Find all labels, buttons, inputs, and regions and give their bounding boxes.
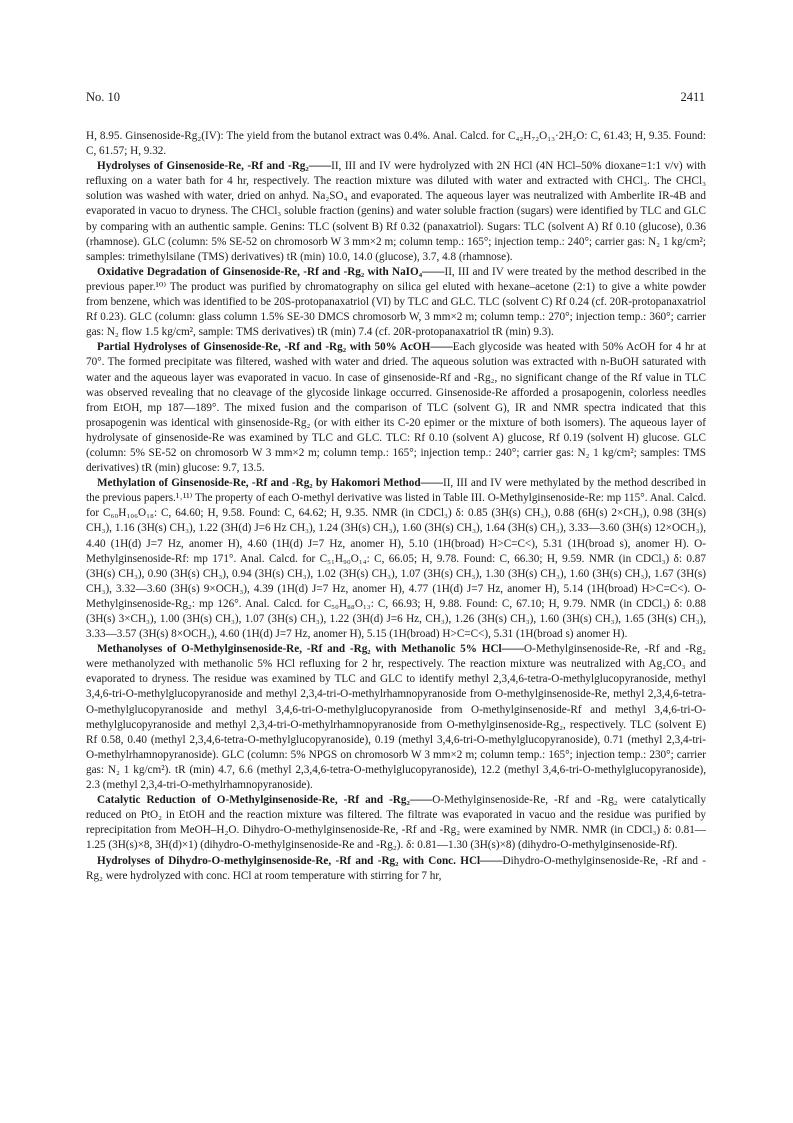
- paragraph-heading: Catalytic Reduction of O-Methylginsenoside-Re, -Rf and -Rg₂——: [97, 794, 433, 807]
- paragraph: [86, 265, 706, 340]
- paragraph: [86, 159, 706, 265]
- paragraph-heading: Hydrolyses of Ginsenoside-Re, -Rf and -Rg₂——: [97, 160, 332, 173]
- paragraph-text: II, III and IV were treated by the method described in the previous paper.¹⁰⁾ The product was purified by chromatography on silica gel eluted with hexane–acetone (2:1) to give a white powder from benzene, which was identified to be 20S-protopanaxatriol (VI) by TLC and GLC. TLC (solvent C) Rf 0.24 (cf. 20R-protopanaxatriol Rf 0.23). GLC (column: glass column 1.5% SE-30 DMCS chromosorb W, 3 mm×2 m; column temp.: 270°; injection temp.: 360°; carrier gas: N₂ flow 1.5 kg/cm², sample: TMS derivatives) tR (min) 7.4 (cf. 20R-protopanaxatriol tR (min) 9.3).: [86, 265, 706, 339]
- paragraph-text: O-Methylginsenoside-Re, -Rf and -Rg₂ were catalytically reduced on PtO₂ in EtOH and the reaction mixture was filtered. The filtrate was evaporated in vacuo and the residue was purified by reprecipitation from MeOH–H₂O. Dihydro-O-methylginsenoside-Re, -Rf and -Rg₂ were examined by NMR. NMR (in CDCl₃) δ: 0.81—1.25 (3H(s)×8, 3H(d)×1) (dihydro-O-methylginsenoside-Re and -Rg₂). δ: 0.81—1.30 (3H(s)×8) (dihydro-O-methylginsenoside-Rf).: [86, 794, 706, 852]
- paragraph-text: H, 8.95. Ginsenoside-Rg₂(IV): The yield from the butanol extract was 0.4%. Anal. Calcd. for C₄₂H₇₂O₁₃·2H₂O: C, 61.43; H, 9.35. Found: C, 61.57; H, 9.32.: [86, 130, 706, 158]
- paragraph: [86, 793, 706, 853]
- issue-number: No. 10: [86, 90, 121, 104]
- article-body: [86, 129, 706, 884]
- paragraph-text: Each glycoside was heated with 50% AcOH for 4 hr at 70°. The formed precipitate was filtered, washed with water and dried. The aqueous solution was extracted with n-BuOH saturated with water and the aqueous layer was evaporated in vacuo. In case of ginsenoside-Rf and -Rg₂, no significant change of the Rf value in TLC was observed revealing that no cleavage of the glycoside linkage occurred. Ginsenoside-Re afforded a prosapogenin, colorless needles from EtOH, mp 187—189°. The mixed fusion and the comparison of TLC (solvent G), IR and NMR spectra indicated that this prosapogenin was identical with ginsenoside-Rg₂ (or with either its C-20 epimer or the mixture of both isomers). The aqueous layer of hydrolysate of ginsenoside-Re was examined by TLC and GLC. TLC: Rf 0.10 (solvent A) glucose, Rf 0.19 (solvent H) glucose. GLC (column: 5% SE-52 on chromosorb W 3 mm×2 m; column temp.: 165°; injection temp.: 240°; carrier gas: N₂ 1 kg/cm²; samples: TMS derivatives) tR (min) glucose: 9.7, 13.5.: [86, 341, 706, 475]
- paragraph-heading: Methanolyses of O-Methylginsenoside-Re, -Rf and -Rg₂ with Methanolic 5% HCl——: [97, 643, 525, 656]
- page-number: 2411: [680, 90, 705, 104]
- paragraph-heading: Hydrolyses of Dihydro-O-methylginsenoside-Re, -Rf and -Rg₂ with Conc. HCl——: [97, 854, 503, 867]
- paragraph-text: Dihydro-O-methylginsenoside-Re, -Rf and -Rg₂ were hydrolyzed with conc. HCl at room temperature with stirring for 7 hr,: [86, 854, 706, 882]
- paragraph: [86, 129, 706, 159]
- paragraph-text: II, III and IV were hydrolyzed with 2N HCl (4N HCl–50% dioxane=1:1 v/v) with refluxing on a water bath for 4 hr, respectively. The reaction mixture was diluted with water and extracted with CHCl₃. The CHCl₃ solution was washed with water, dried on anhyd. Na₂SO₄ and evaporated. The aqueous layer was neutralized with Amberlite IR-4B and evaporated in vacuo to dryness. The CHCl₃ soluble fraction (genins) and water soluble fraction (sugars) were identified by TLC and GLC by comparing with an authentic sample. Genins: TLC (solvent B) Rf 0.32 (panaxatriol). Sugars: TLC (solvent A) Rf 0.10 (glucose), 0.36 (rhamnose). GLC (column: 5% SE-52 on chromosorb W 3 mm×2 m; column temp.: 165°; injection temp.: 240°; carrier gas: N₂ 1 kg/cm²; samples: trimethylsilane (TMS) derivatives) tR (min) 10.0, 14.0 (glucose), 3.7, 4.8 (rhamnose).: [86, 160, 706, 263]
- paragraph: [86, 340, 706, 476]
- paragraph-heading: Methylation of Ginsenoside-Re, -Rf and -Rg₂ by Hakomori Method——: [97, 477, 443, 490]
- paragraph-heading: Partial Hydrolyses of Ginsenoside-Re, -Rf and -Rg₂ with 50% AcOH——: [97, 341, 453, 354]
- paragraph: [86, 854, 706, 884]
- paragraph-heading: Oxidative Degradation of Ginsenoside-Re, -Rf and -Rg₂ with NaIO₄——: [97, 265, 445, 278]
- paragraph: [86, 642, 706, 793]
- paragraph-text: II, III and IV were methylated by the method described in the previous papers.¹˒¹¹⁾ The property of each O-methyl derivative was listed in Table III. O-Methylginsenoside-Re: mp 115°. Anal. Calcd. for C₆₀H₁₀₆O₁₈: C, 64.60; H, 9.58. Found: C, 64.62; H, 9.35. NMR (in CDCl₃) δ: 0.85 (3H(s) CH₃), 0.88 (6H(s) 2×CH₃), 0.98 (3H(s) CH₃), 1.16 (3H(s) CH₃), 1.22 (3H(d) J=6 Hz CH₃), 1.24 (3H(s) CH₃), 1.60 (3H(s) CH₃), 1.64 (3H(s) CH₃), 3.33—3.60 (3H(s) 12×OCH₃), 4.40 (1H(d) J=7 Hz, anomer H), 4.60 (1H(d) J=7 Hz, anomer H), 5.10 (1H(broad) H>C=C<), 5.31 (1H(broad s), anomer H). O-Methylginsenoside-Rf: mp 171°. Anal. Calcd. for C₅₁H₉₀O₁₄: C, 66.05; H, 9.78. Found: C, 66.30; H, 9.59. NMR (in CDCl₃) δ: 0.87 (3H(s) CH₃), 0.90 (3H(s) CH₃), 0.94 (3H(s) CH₃), 1.02 (3H(s) CH₃), 1.07 (3H(s) CH₃), 1.30 (3H(s) CH₃), 1.60 (3H(s) CH₃), 1.67 (3H(s) CH₃), 3.32—3.60 (3H(s) 9×OCH₃), 4.39 (1H(d) J=7 Hz, anomer H), 4.77 (1H(d) J=7 Hz, anomer H), 5.14 (1H(broad) H>C=C<). O-Methylginsenoside-Rg₂: mp 126°. Anal. Calcd. for C₅₀H₈₈O₁₃: C, 66.93; H, 9.88. Found: C, 67.10; H, 9.79. NMR (in CDCl₃) δ: 0.88 (3H(s) 3×CH₃), 1.00 (3H(s) CH₃), 1.07 (3H(s) CH₃), 1.22 (3H(d) J=6 Hz, CH₃), 1.26 (3H(s) CH₃), 1.60 (3H(s) CH₃), 1.65 (3H(s) CH₃), 3.33—3.57 (3H(s) 8×OCH₃), 4.60 (1H(d) J=7 Hz, anomer H), 5.15 (1H(broad) H>C=C<), 5.31 (1H(broad s) anomer H).: [86, 477, 706, 641]
- paragraph-text: O-Methylginsenoside-Re, -Rf and -Rg₂ were methanolyzed with methanolic 5% HCl refluxing for 2 hr, respectively. The reaction mixture was neutralized with Ag₂CO₃ and evaporated to dryness. The residue was examined by TLC and GLC to identify methyl 2,3,4,6-tetra-O-methylglucopyranoside, methyl 3,4,6-tri-O-methylglucopyranoside and methyl 2,3,4-tri-O-methylrhamnopyranoside from O-methylginsenoside-Re, methyl 2,3,4,6-tetra-O-methylglucopyranoside and methyl 3,4,6-tri-O-methylglucopyranoside from O-methylginsenoside-Rf and methyl 3,4,6-tri-O-methylglucopyranoside and methyl 2,3,4-tri-O-methylrhamnopyranoside from O-methylginsenoside-Rg₂, respectively. TLC (solvent E) Rf 0.58, 0.40 (methyl 2,3,4,6-tetra-O-methylglucopyranoside), 0.19 (methyl 3,4,6-tri-O-methylglucopyranoside), 0.71 (methyl 2,3,4-tri-O-methylrhamnopyranoside). GLC (column: 5% NPGS on chromosorb W 3 mm×2 m; column temp.: 165°; injection temp.: 230°; carrier gas: N₂ 1 kg/cm²). tR (min) 4.7, 6.6 (methyl 2,3,4,6-tetra-O-methylglucopyranoside), 12.2 (methyl 3,4,6-tri-O-methylglucopyranoside), 2.3 (methyl 2,3,4-tri-O-methylrhamnopyranoside).: [86, 643, 706, 792]
- paragraph: [86, 476, 706, 642]
